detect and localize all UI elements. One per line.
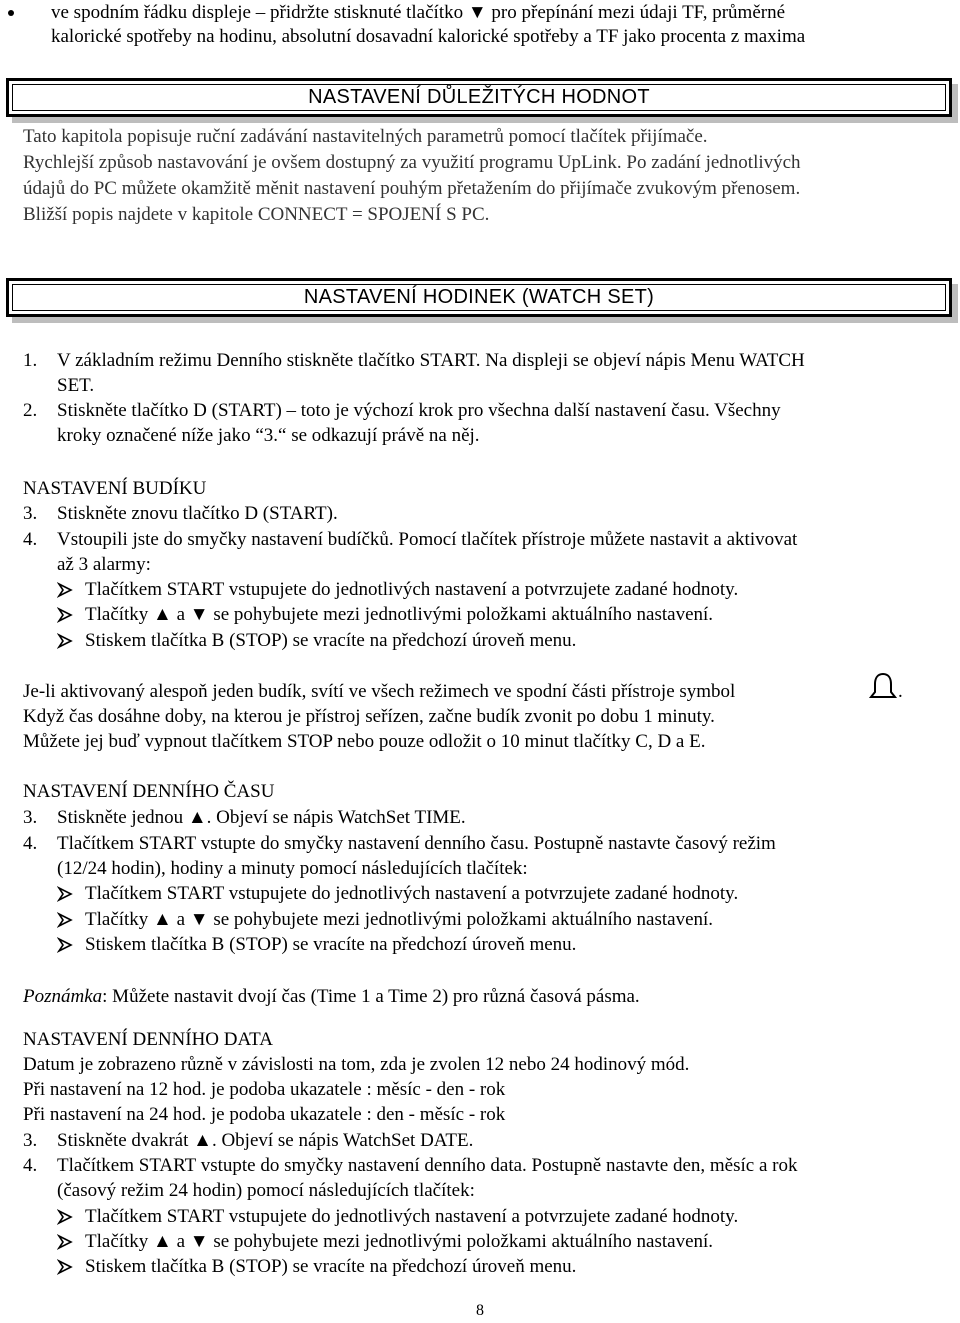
- step-number: 3.: [23, 1130, 38, 1151]
- watch-steps: [0, 348, 960, 448]
- list-item: Tlačítkem START vstupujete do jednotlivých nastavení a potvrzujete zadané hodnoty.: [85, 883, 739, 904]
- step-text: (časový režim 24 hodin) pomocí následujících tlačítek:: [57, 1180, 475, 1201]
- alarm-section: [0, 476, 960, 766]
- step-text: Stiskněte jednou ▲. Objeví se nápis WatchSet TIME.: [57, 807, 466, 828]
- section-title: NASTAVENÍ DŮLEŽITÝCH HODNOT: [12, 84, 946, 111]
- time-section: [0, 779, 960, 1014]
- step-text: až 3 alarmy:: [57, 554, 151, 575]
- note-label: Poznámka: [23, 986, 103, 1007]
- date-section: [0, 1027, 960, 1287]
- step-text: Stiskněte tlačítko D (START) – toto je výchozí krok pro všechna další nastavení času. Všechny: [57, 400, 781, 421]
- paragraph-line: Bližší popis najdete v kapitole CONNECT = SPOJENÍ S PC.: [23, 204, 490, 225]
- intro-bullet-line2: kalorické spotřeby na hodinu, absolutní dosavadní kalorické spotřeby a TF jako procenta z maxima: [51, 26, 806, 47]
- list-item: Tlačítky ▲ a ▼ se pohybujete mezi jednotlivými položkami aktuálního nastavení.: [85, 909, 714, 930]
- arrowhead-bullet-icon: [57, 937, 73, 953]
- step-text: Tlačítkem START vstupte do smyčky nastavení denního času. Postupně nastavte časový režim: [57, 833, 776, 854]
- subsection-heading: NASTAVENÍ BUDÍKU: [23, 478, 207, 499]
- step-text: (12/24 hodin), hodiny a minuty pomocí následujících tlačítek:: [57, 858, 528, 879]
- step-text: SET.: [57, 375, 95, 396]
- note-text: : Můžete nastavit dvojí čas (Time 1 a Time 2) pro různá časová pásma.: [102, 986, 640, 1007]
- step-text: Stiskněte znovu tlačítko D (START).: [57, 503, 338, 524]
- subsection-heading: NASTAVENÍ DENNÍHO ČASU: [23, 781, 275, 802]
- intro-bullet-line1: ve spodním řádku displeje – přidržte stisknuté tlačítko ▼ pro přepínání mezi údaji TF, průměrné: [51, 2, 786, 23]
- step-number: 4.: [23, 529, 38, 550]
- paragraph-line: Je-li aktivovaný alespoň jeden budík, svítí ve všech režimech ve spodní části přístroje symbol: [23, 681, 736, 702]
- step-number: 4.: [23, 833, 38, 854]
- bell-icon: [868, 672, 898, 702]
- intro-bullet: [22, 0, 952, 50]
- paragraph-line: Při nastavení na 24 hod. je podoba ukazatele : den - měsíc - rok: [23, 1104, 506, 1125]
- section-title: NASTAVENÍ HODINEK (WATCH SET): [12, 284, 946, 311]
- section-header-important: [6, 78, 952, 117]
- arrowhead-bullet-icon: [57, 1209, 73, 1225]
- bullet-dot-icon: [8, 10, 14, 16]
- step-text: V základním režimu Denního stiskněte tlačítko START. Na displeji se objeví nápis Menu WATCH: [57, 350, 805, 371]
- step-number: 3.: [23, 503, 38, 524]
- list-item: Tlačítky ▲ a ▼ se pohybujete mezi jednotlivými položkami aktuálního nastavení.: [85, 604, 714, 625]
- arrowhead-bullet-icon: [57, 1259, 73, 1275]
- arrowhead-bullet-icon: [57, 582, 73, 598]
- step-text: Vstoupili jste do smyčky nastavení budíčků. Pomocí tlačítek přístroje můžete nastavit a aktivovat: [57, 529, 798, 550]
- paragraph-line: Můžete jej buď vypnout tlačítkem STOP nebo pouze odložit o 10 minut tlačítky C, D a E.: [23, 731, 706, 752]
- arrowhead-bullet-icon: [57, 886, 73, 902]
- paragraph-line: Když čas dosáhne doby, na kterou je přístroj seřízen, začne budík zvonit po dobu 1 minuty.: [23, 706, 715, 727]
- list-item: Stiskem tlačítka B (STOP) se vracíte na předchozí úroveň menu.: [85, 934, 577, 955]
- arrowhead-bullet-icon: [57, 1234, 73, 1250]
- paragraph-line: Rychlejší způsob nastavování je ovšem dostupný za využití programu UpLink. Po zadání jednotlivých: [23, 152, 801, 173]
- step-number: 4.: [23, 1155, 38, 1176]
- paragraph-end: .: [898, 681, 903, 702]
- list-item: Tlačítkem START vstupujete do jednotlivých nastavení a potvrzujete zadané hodnoty.: [85, 579, 739, 600]
- step-text: kroky označené níže jako “3.“ se odkazují právě na něj.: [57, 425, 480, 446]
- paragraph-line: Při nastavení na 12 hod. je podoba ukazatele : měsíc - den - rok: [23, 1079, 506, 1100]
- note-line: [23, 984, 640, 1009]
- arrowhead-bullet-icon: [57, 633, 73, 649]
- list-item: Tlačítky ▲ a ▼ se pohybujete mezi jednotlivými položkami aktuálního nastavení.: [85, 1231, 714, 1252]
- step-number: 2.: [23, 400, 38, 421]
- step-number: 1.: [23, 350, 38, 371]
- step-text: Tlačítkem START vstupte do smyčky nastavení denního data. Postupně nastavte den, měsíc a rok: [57, 1155, 798, 1176]
- subsection-heading: NASTAVENÍ DENNÍHO DATA: [23, 1029, 273, 1050]
- arrowhead-bullet-icon: [57, 607, 73, 623]
- paragraph-line: údajů do PC můžete okamžitě měnit nastavení pouhým přetažením do přijímače zvukovým přenosem.: [23, 178, 801, 199]
- list-item: Stiskem tlačítka B (STOP) se vracíte na předchozí úroveň menu.: [85, 630, 577, 651]
- list-item: Stiskem tlačítka B (STOP) se vracíte na předchozí úroveň menu.: [85, 1256, 577, 1277]
- important-paragraph: [23, 124, 943, 234]
- paragraph-line: Tato kapitola popisuje ruční zadávání nastavitelných parametrů pomocí tlačítek přijímače.: [23, 126, 708, 147]
- step-text: Stiskněte dvakrát ▲. Objeví se nápis WatchSet DATE.: [57, 1130, 474, 1151]
- paragraph-line: Datum je zobrazeno různě v závislosti na tom, zda je zvolen 12 nebo 24 hodinový mód.: [23, 1054, 690, 1075]
- section-header-watch: [6, 278, 952, 317]
- arrowhead-bullet-icon: [57, 912, 73, 928]
- page-number: 8: [476, 1302, 484, 1319]
- list-item: Tlačítkem START vstupujete do jednotlivých nastavení a potvrzujete zadané hodnoty.: [85, 1206, 739, 1227]
- step-number: 3.: [23, 807, 38, 828]
